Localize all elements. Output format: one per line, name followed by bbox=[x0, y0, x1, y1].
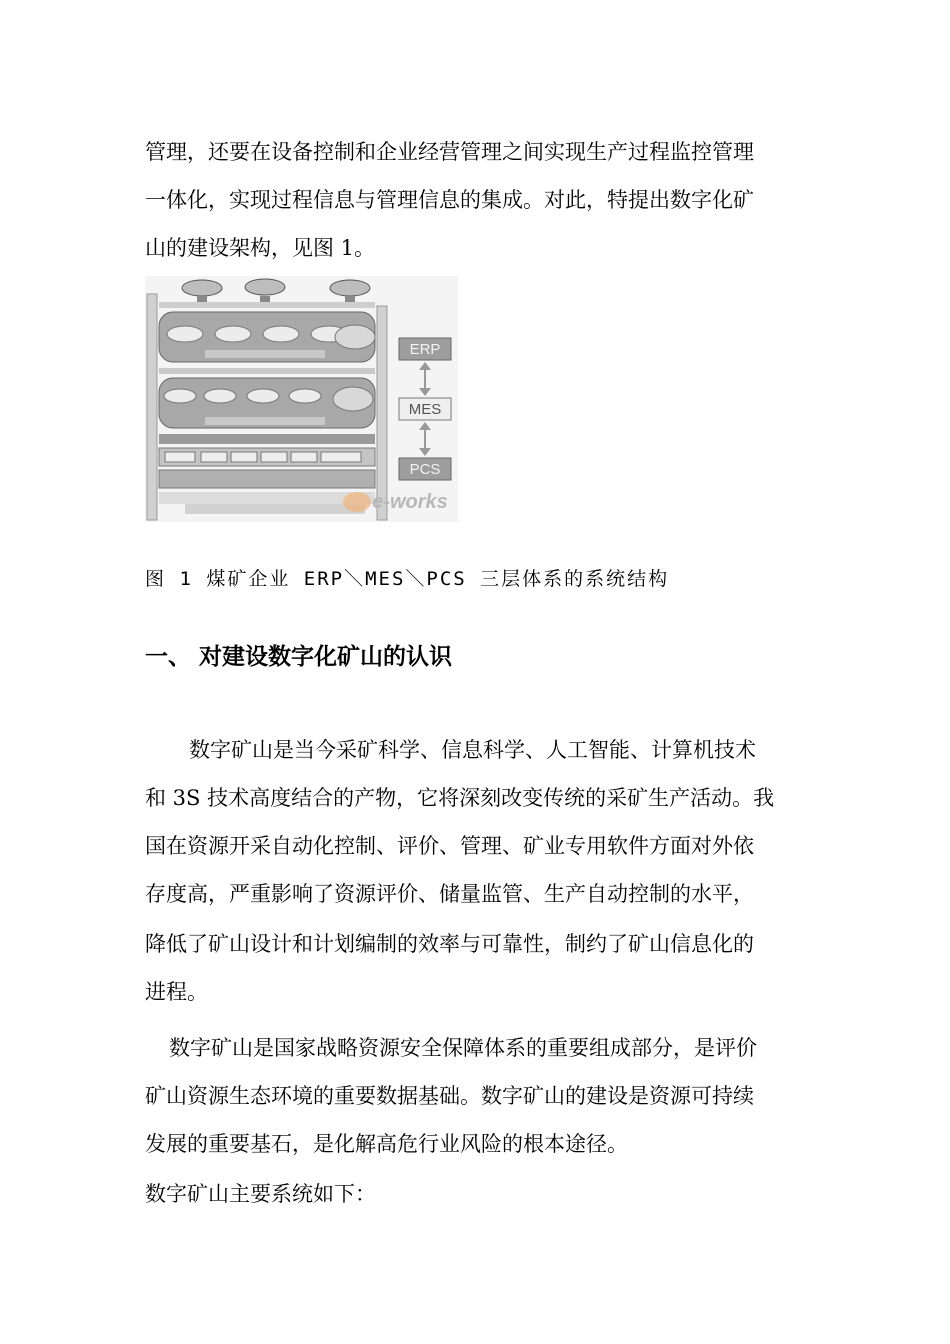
para3-line-1: 数字矿山主要系统如下： bbox=[145, 1182, 376, 1206]
pcs-layer-band bbox=[159, 470, 375, 488]
top-node-1 bbox=[182, 280, 222, 296]
intro-line-2: 一体化，实现过程信息与管理信息的集成。对此，特提出数字化矿 bbox=[145, 188, 754, 212]
architecture-diagram bbox=[145, 276, 458, 522]
para1-line-2: 和 3S 技术高度结合的产物，它将深刻改变传统的采矿生产活动。我 bbox=[145, 786, 775, 810]
mes-label: MES bbox=[408, 401, 442, 418]
para1-line-4: 存度高，严重影响了资源评价、储量监管、生产自动控制的水平， bbox=[145, 882, 754, 906]
figure-caption: 图 1 煤矿企业 ERP＼MES＼PCS 三层体系的系统结构 bbox=[145, 568, 670, 590]
para1-line-6: 进程。 bbox=[145, 980, 208, 1004]
para1-line-5: 降低了矿山设计和计划编制的效率与可靠性，制约了矿山信息化的 bbox=[145, 932, 754, 956]
eworks-watermark: e-works bbox=[372, 491, 448, 513]
section-heading: 一、 对建设数字化矿山的认识 bbox=[145, 644, 453, 670]
para2-line-1: 数字矿山是国家战略资源安全保障体系的重要组成部分，是评价 bbox=[169, 1036, 757, 1060]
para2-line-3: 发展的重要基石，是化解高危行业风险的根本途径。 bbox=[145, 1132, 628, 1156]
para2-line-2: 矿山资源生态环境的重要数据基础。数字矿山的建设是资源可持续 bbox=[145, 1084, 754, 1108]
top-node-2 bbox=[245, 279, 285, 295]
top-node-3 bbox=[330, 280, 370, 296]
erp-label: ERP bbox=[409, 341, 441, 358]
intro-line-1: 管理，还要在设备控制和企业经营管理之间实现生产过程监控管理 bbox=[145, 140, 754, 164]
pcs-label: PCS bbox=[409, 461, 441, 478]
para1-line-3: 国在资源开采自动化控制、评价、管理、矿业专用软件方面对外依 bbox=[145, 834, 754, 858]
para1-line-1: 数字矿山是当今采矿科学、信息科学、人工智能、计算机技术 bbox=[189, 738, 756, 762]
intro-line-3: 山的建设架构，见图 1。 bbox=[145, 236, 376, 260]
architecture-figure bbox=[145, 276, 458, 522]
